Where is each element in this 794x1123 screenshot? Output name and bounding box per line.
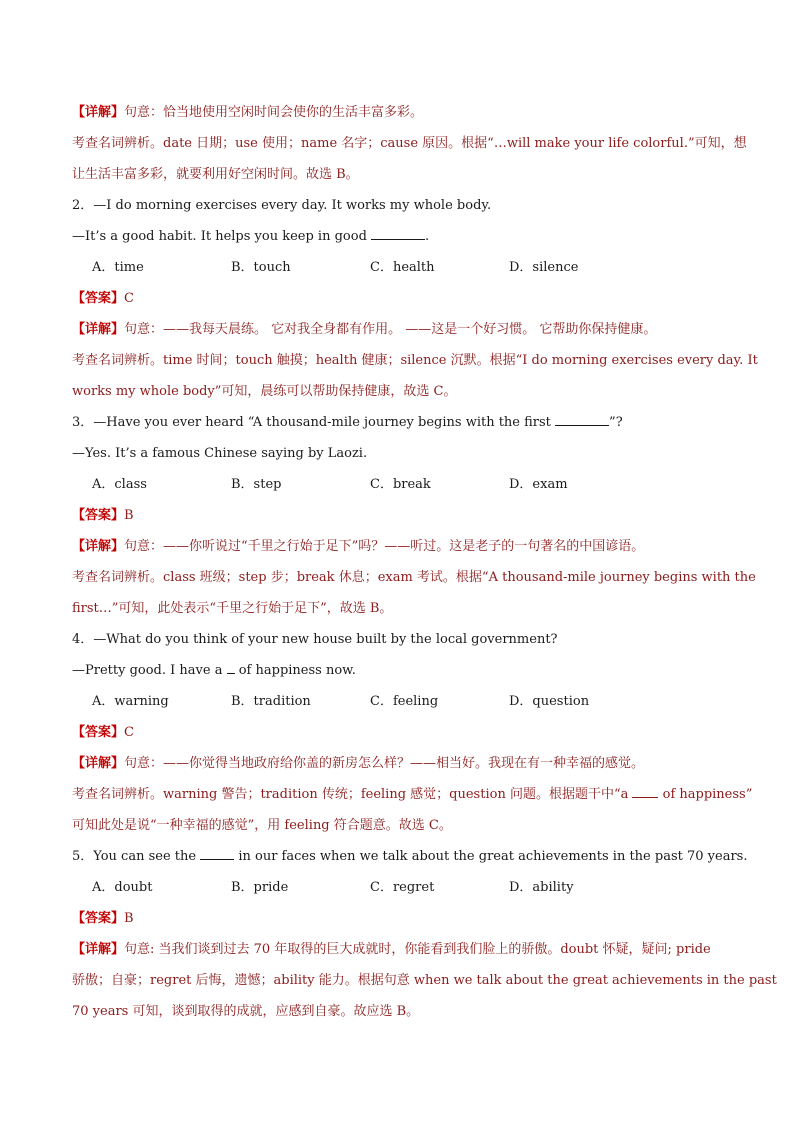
answer-blank xyxy=(371,225,425,240)
answer-value: C xyxy=(124,291,134,306)
answer-tag: 【答案】 xyxy=(72,911,125,926)
q5-detail xyxy=(72,934,724,965)
q2-stem-2-end: . xyxy=(425,229,430,244)
q2-detail xyxy=(72,314,724,345)
detail-tag: 【详解】 xyxy=(72,539,125,554)
answer-tag: 【答案】 xyxy=(72,508,125,523)
option-a: A．time xyxy=(92,260,144,275)
q2-options xyxy=(72,252,724,283)
q2-stem-2-text: —It’s a good habit. It helps you keep in good xyxy=(72,229,372,244)
answer-value: C xyxy=(124,725,134,740)
q4-stem-2 xyxy=(72,655,724,686)
q4-stem-2-text: —Pretty good. I have a xyxy=(72,663,227,678)
detail-text: 句意: 当我们谈到过去 70 年取得的巨大成就时，你能看到我们脸上的骄傲。doubt 怀疑，疑问; pride xyxy=(124,942,711,957)
q3-stem-2: —Yes. It’s a famous Chinese saying by Laozi. xyxy=(72,446,368,461)
q4-stem-1: 4．—What do you think of your new house built by the local government? xyxy=(72,632,558,647)
option-b: B．touch xyxy=(231,260,291,275)
q3-stem-1-end: ”? xyxy=(609,415,623,430)
option-c: C．health xyxy=(370,260,435,275)
detail-text: 句意：——你觉得当地政府给你盖的新房怎么样？——相当好。我现在有一种幸福的感觉。 xyxy=(124,756,645,771)
option-a: A．warning xyxy=(92,694,169,709)
q3-explain-1: 考查名词辨析。class 班级；step 步；break 休息；exam 考试。根据“A thousand-mile journey begins with the xyxy=(72,570,756,585)
q4-options xyxy=(72,686,724,717)
q1-explain-1: 考查名词辨析。date 日期；use 使用；name 名字；cause 原因。根据“…will make your life colorful.”可知，想 xyxy=(72,136,747,151)
option-b: B．step xyxy=(231,477,282,492)
option-c: C．feeling xyxy=(370,694,439,709)
answer-blank xyxy=(200,845,234,860)
q2-explain-2: works my whole body”可知，晨练可以帮助保持健康，故选 C。 xyxy=(72,384,457,399)
q3-stem-1-text: 3．—Have you ever heard “A thousand-mile journey begins with the first xyxy=(72,415,556,430)
q1-explain-2: 让生活丰富多彩，就要利用好空闲时间。故选 B。 xyxy=(72,167,359,182)
q5-options xyxy=(72,872,724,903)
q4-explain-1 xyxy=(72,779,753,810)
q5-stem-1 xyxy=(72,841,748,872)
detail-text: 句意：恰当地使用空闲时间会使你的生活丰富多彩。 xyxy=(124,105,424,120)
q4-detail xyxy=(72,748,724,779)
answer-blank xyxy=(632,783,658,798)
q3-answer xyxy=(72,500,724,531)
option-d: D．question xyxy=(509,694,590,709)
detail-tag: 【详解】 xyxy=(72,756,125,771)
q3-stem-1 xyxy=(72,407,724,438)
q5-explain-2: 70 years 可知，谈到取得的成就，应感到自豪。故应选 B。 xyxy=(72,1004,420,1019)
q5-stem-1-text: 5．You can see the xyxy=(72,849,201,864)
q3-options xyxy=(72,469,724,500)
answer-value: B xyxy=(124,508,134,523)
q2-explain-1: 考查名词辨析。time 时间；touch 触摸；health 健康；silence 沉默。根据“I do morning exercises every day. It xyxy=(72,353,758,368)
q4-explain-1-end: of happiness” xyxy=(658,787,753,802)
option-d: D．ability xyxy=(509,880,574,895)
q4-answer xyxy=(72,717,724,748)
q4-explain-1-text: 考查名词辨析。warning 警告；tradition 传统；feeling 感觉；question 问题。根据题干中“a xyxy=(72,787,633,802)
answer-blank xyxy=(227,659,235,674)
q3-detail xyxy=(72,531,724,562)
detail-text: 句意：——你听说过“千里之行始于足下”吗？——听过。这是老子的一句著名的中国谚语。 xyxy=(124,539,645,554)
q2-answer xyxy=(72,283,724,314)
q5-explain-1: 骄傲；自豪；regret 后悔，遗憾；ability 能力。根据句意 when we talk about the great achievements in the past xyxy=(72,973,777,988)
option-d: D．silence xyxy=(509,260,579,275)
option-b: B．pride xyxy=(231,880,289,895)
detail-text: 句意：——我每天晨练。 它对我全身都有作用。 ——这是一个好习惯。 它帮助你保持健康。 xyxy=(124,322,657,337)
q2-stem-2 xyxy=(72,221,724,252)
option-c: C．break xyxy=(370,477,431,492)
option-a: A．class xyxy=(92,477,147,492)
option-d: D．exam xyxy=(509,477,568,492)
detail-tag: 【详解】 xyxy=(72,105,125,120)
answer-tag: 【答案】 xyxy=(72,291,125,306)
q5-stem-1-end: in our faces when we talk about the great achievements in the past 70 years. xyxy=(234,849,748,864)
detail-tag: 【详解】 xyxy=(72,942,125,957)
q4-stem-2-end: of happiness now. xyxy=(234,663,356,678)
option-c: C．regret xyxy=(370,880,435,895)
answer-blank xyxy=(555,411,609,426)
q2-stem-1: 2．—I do morning exercises every day. It works my whole body. xyxy=(72,198,492,213)
answer-tag: 【答案】 xyxy=(72,725,125,740)
q3-explain-2: first…”可知，此处表示“千里之行始于足下”，故选 B。 xyxy=(72,601,393,616)
option-a: A．doubt xyxy=(92,880,153,895)
answer-value: B xyxy=(124,911,134,926)
document-page xyxy=(72,97,777,1027)
q5-answer xyxy=(72,903,724,934)
detail-tag: 【详解】 xyxy=(72,322,125,337)
option-b: B．tradition xyxy=(231,694,311,709)
q4-explain-2: 可知此处是说“一种幸福的感觉”，用 feeling 符合题意。故选 C。 xyxy=(72,818,452,833)
q1-detail xyxy=(72,97,724,128)
